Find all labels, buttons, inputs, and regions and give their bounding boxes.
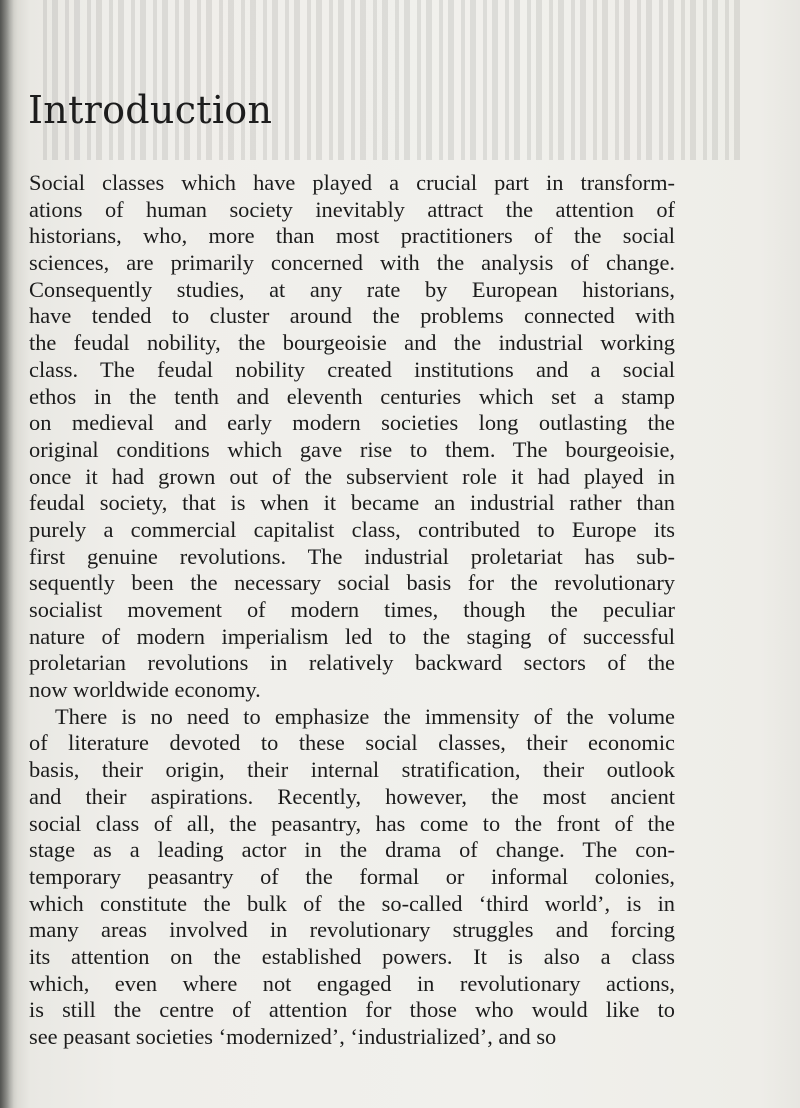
text-line: ethos in the tenth and eleventh centuries which set a stamp <box>29 383 675 409</box>
text-line: see peasant societies ‘modernized’, ‘industrialized’, and so <box>29 1024 557 1049</box>
text-line: is still the centre of attention for those who would like to <box>29 997 675 1023</box>
text-line: Consequently studies, at any rate by European historians, <box>29 276 675 302</box>
text-line: now worldwide economy. <box>29 677 261 703</box>
text-line: of literature devoted to these social classes, their economic <box>29 730 675 756</box>
text-line: sequently been the necessary social basis for the revolutionary <box>29 570 675 596</box>
text-line: ations of human society inevitably attract the attention of <box>29 196 675 222</box>
text-line: first genuine revolutions. The industrial proletariat has sub- <box>29 543 675 569</box>
text-line: basis, their origin, their internal stratification, their outlook <box>29 757 675 783</box>
text-line: nature of modern imperialism led to the staging of successful <box>29 623 675 649</box>
text-line: its attention on the established powers. It is also a class <box>29 943 675 969</box>
text-line: many areas involved in revolutionary struggles and forcing <box>29 917 675 943</box>
text-line: the feudal nobility, the bourgeoisie and the industrial working <box>29 330 675 356</box>
text-line: purely a commercial capitalist class, contributed to Europe its <box>29 516 675 542</box>
text-line: social class of all, the peasantry, has come to the front of the <box>29 810 675 836</box>
page-gutter-shadow <box>0 0 14 1108</box>
body-text <box>29 170 675 1051</box>
text-line: which constitute the bulk of the so-called ‘third world’, is in <box>29 890 675 916</box>
paragraph <box>29 704 675 1051</box>
text-line: Social classes which have played a crucial part in transform- <box>29 170 675 195</box>
paragraph <box>29 170 675 704</box>
text-line: have tended to cluster around the problems connected with <box>29 303 675 329</box>
chapter-title: Introduction <box>28 88 273 132</box>
text-line: class. The feudal nobility created institutions and a social <box>29 356 675 382</box>
text-line: on medieval and early modern societies long outlasting the <box>29 410 675 436</box>
text-line: stage as a leading actor in the drama of change. The con- <box>29 837 675 863</box>
text-line: There is no need to emphasize the immensity of the volume <box>55 703 675 729</box>
text-line: which, even where not engaged in revolutionary actions, <box>29 970 675 996</box>
text-line: temporary peasantry of the formal or informal colonies, <box>29 863 675 889</box>
text-line: once it had grown out of the subservient role it had played in <box>29 463 675 489</box>
text-line: original conditions which gave rise to them. The bourgeoisie, <box>29 436 675 462</box>
text-line: historians, who, more than most practitioners of the social <box>29 223 675 249</box>
text-line: proletarian revolutions in relatively backward sectors of the <box>29 650 675 676</box>
text-line: sciences, are primarily concerned with the analysis of change. <box>29 250 675 276</box>
text-line: and their aspirations. Recently, however, the most ancient <box>29 783 675 809</box>
text-line: socialist movement of modern times, though the peculiar <box>29 597 675 622</box>
text-line: feudal society, that is when it became an industrial rather than <box>29 490 675 516</box>
